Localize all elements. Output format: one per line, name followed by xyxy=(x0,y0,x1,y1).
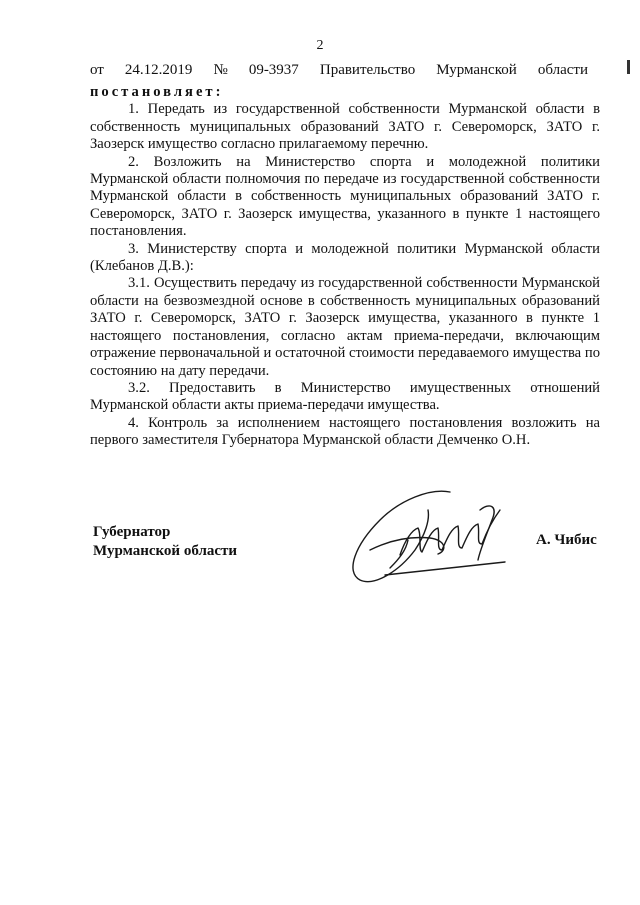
signatory-title xyxy=(93,523,237,561)
signatory-title-line-2: Мурманской области xyxy=(93,543,238,559)
decree-date: 24.12.2019 xyxy=(124,62,193,78)
signatory-name: А. Чибис xyxy=(536,532,597,548)
paragraph-3-2: 3.2. Предоставить в Министерство имущественных отношений Мурманской области акты приема-передачи имущества. xyxy=(90,379,600,414)
page-number: 2 xyxy=(316,38,324,53)
org-word-2: Мурманской xyxy=(436,62,517,78)
paragraph-4: 4. Контроль за исполнением настоящего постановления возложить на первого заместителя Губернатора Мурманской области Демченко О.Н. xyxy=(90,414,600,449)
org-word-3: области xyxy=(537,62,588,78)
paragraph-3-1: 3.1. Осуществить передачу из государственной собственности Мурманской области на безвозмездной основе в собственность муниципальных образований ЗАТО г. Североморск, ЗАТО г. Заозерск имущества, указанного в пункте 1 настоящего постановления, согласно актам приема-передачи, включающим отражение первоначальной и остаточной стоимости передаваемого имущества по состоянию на дату передачи. xyxy=(90,275,600,379)
paragraph-1: 1. Передать из государственной собственности Мурманской области в собственность муниципальных образований ЗАТО г. Североморск, ЗАТО г. Заозерск имущество согласно прилагаемому перечню. xyxy=(90,101,600,153)
paragraph-2: 2. Возложить на Министерство спорта и молодежной политики Мурманской области полномочия по передаче из государственной собственности Мурманской области в собственность муниципальных образований ЗАТО г. Североморск, ЗАТО г. Заозерск имущества, указанного в пункте 1 настоящего постановления. xyxy=(90,153,600,240)
number-sign: № xyxy=(213,62,228,78)
margin-mark xyxy=(627,60,630,74)
decree-header xyxy=(90,62,588,79)
decree-body xyxy=(90,84,600,450)
decree-word: постановляет: xyxy=(90,84,224,100)
decree-number: 09-3937 xyxy=(248,62,299,78)
from-label: от xyxy=(90,62,104,78)
org-word-1: Правительство xyxy=(319,62,416,78)
signatory-title-line-1: Губернатор xyxy=(93,524,171,540)
paragraph-3: 3. Министерству спорта и молодежной политики Мурманской области (Клебанов Д.В.): xyxy=(90,240,600,275)
handwritten-signature xyxy=(330,480,520,590)
